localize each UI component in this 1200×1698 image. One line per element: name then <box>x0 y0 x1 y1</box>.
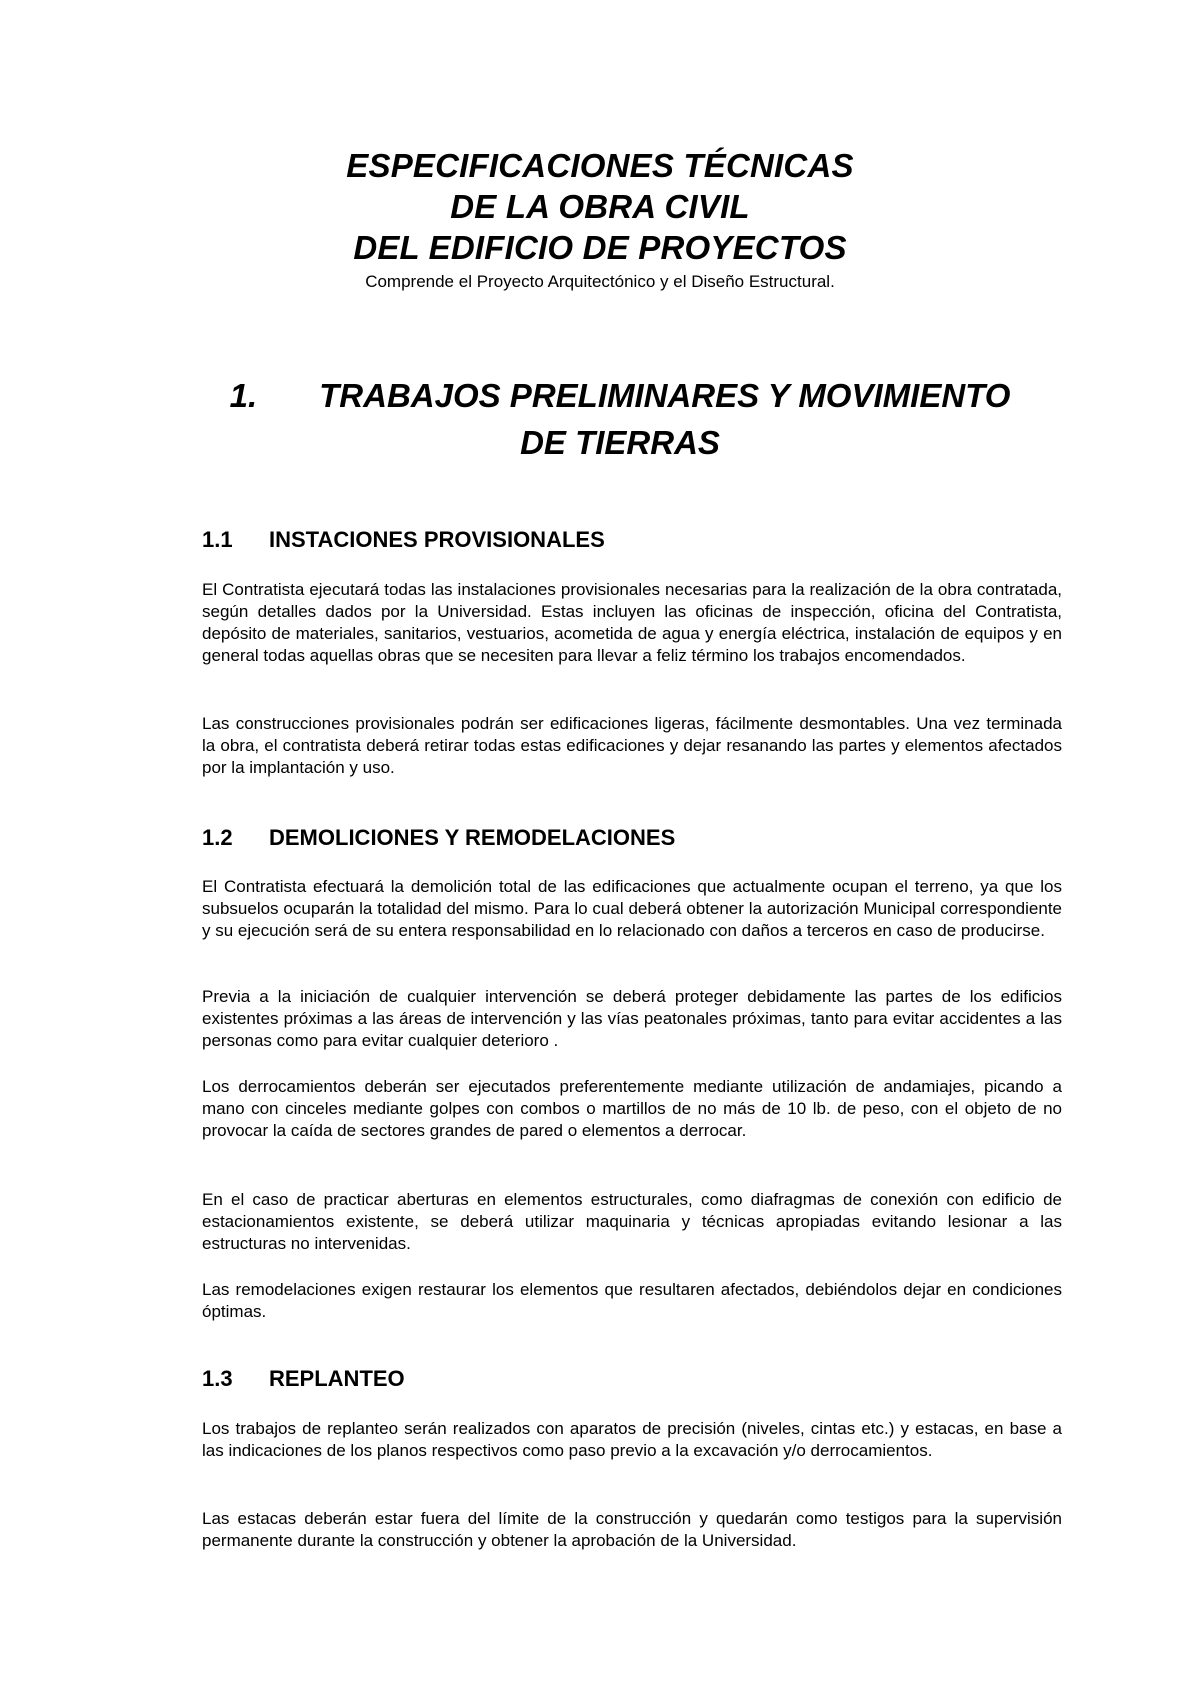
section-1-3 <box>202 1365 1062 1393</box>
section-1-2-paragraph-4 <box>202 1189 1062 1255</box>
chapter-title-line-1: TRABAJOS PRELIMINARES Y MOVIMIENTO <box>319 377 1011 414</box>
section-number: 1.2 <box>202 825 233 850</box>
document-title-line-2: DE LA OBRA CIVIL <box>450 188 750 225</box>
section-1-3-paragraph-1 <box>202 1418 1062 1462</box>
document-title-line-3: DEL EDIFICIO DE PROYECTOS <box>353 229 847 266</box>
paragraph: El Contratista ejecutará todas las instalaciones provisionales necesarias para la realización de la obra contratada, según detalles dados por la Universidad. Estas incluyen las oficinas de inspección, oficina del Contratista, depósito de materiales, sanitarios, vestuarios, acometida de agua y energía eléctrica, instalación de equipos y en general todas aquellas obras que se necesiten para llevar a feliz término los trabajos encomendados. <box>202 580 1062 665</box>
chapter-title-line-2: DE TIERRAS <box>520 424 720 461</box>
section-1-2-paragraph-3 <box>202 1076 1062 1142</box>
document-subtitle: Comprende el Proyecto Arquitectónico y el Diseño Estructural. <box>365 272 835 291</box>
section-title: INSTACIONES PROVISIONALES <box>269 527 605 552</box>
section-1-2-paragraph-2 <box>202 986 1062 1052</box>
section-1-1 <box>202 526 1062 554</box>
section-title: DEMOLICIONES Y REMODELACIONES <box>269 825 676 850</box>
section-1-3-paragraph-2 <box>202 1508 1062 1552</box>
section-1-2-paragraph-5 <box>202 1279 1062 1323</box>
paragraph: Los derrocamientos deberán ser ejecutados preferentemente mediante utilización de andamiajes, picando a mano con cinceles mediante golpes con combos o martillos de no más de 10 lb. de peso, con el objeto de no provocar la caída de sectores grandes de pared o elementos a derrocar. <box>202 1077 1062 1140</box>
section-number: 1.1 <box>202 527 233 552</box>
paragraph: Las construcciones provisionales podrán ser edificaciones ligeras, fácilmente desmontables. Una vez terminada la obra, el contratista deberá retirar todas estas edificaciones y dejar resanando las partes y elementos afectados por la implantación y uso. <box>202 714 1062 777</box>
section-1-2 <box>202 824 1062 852</box>
section-1-1-paragraph-1 <box>202 579 1062 667</box>
paragraph: El Contratista efectuará la demolición total de las edificaciones que actualmente ocupan el terreno, ya que los subsuelos ocuparán la totalidad del mismo. Para lo cual deberá obtener la autorización Municipal correspondiente y su ejecución será de su entera responsabilidad en lo relacionado con daños a terceros en caso de producirse. <box>202 877 1062 940</box>
section-heading <box>202 1365 1062 1393</box>
section-1-1-paragraph-2 <box>202 713 1062 779</box>
document-title-block <box>0 145 1200 293</box>
paragraph: Previa a la iniciación de cualquier intervención se deberá proteger debidamente las partes de los edificios existentes próximas a las áreas de intervención y las vías peatonales próximas, tanto para evitar accidentes a las personas como para evitar cualquier deterioro . <box>202 987 1062 1050</box>
document-title-line-1: ESPECIFICACIONES TÉCNICAS <box>346 147 854 184</box>
section-1-2-paragraph-1 <box>202 876 1062 942</box>
paragraph: En el caso de practicar aberturas en elementos estructurales, como diafragmas de conexión con edificio de estacionamientos existente, se deberá utilizar maquinaria y técnicas apropiadas evitando lesionar a las estructuras no intervenidas. <box>202 1190 1062 1253</box>
chapter-number: 1. <box>229 377 258 414</box>
section-heading <box>202 824 1062 852</box>
section-heading <box>202 526 1062 554</box>
paragraph: Las remodelaciones exigen restaurar los elementos que resultaren afectados, debiéndolos dejar en condiciones óptimas. <box>202 1280 1062 1321</box>
section-number: 1.3 <box>202 1366 233 1391</box>
section-title: REPLANTEO <box>269 1366 405 1391</box>
chapter-heading-line-1 <box>180 372 1060 419</box>
chapter-heading <box>180 372 1060 466</box>
paragraph: Las estacas deberán estar fuera del límite de la construcción y quedarán como testigos para la supervisión permanente durante la construcción y obtener la aprobación de la Universidad. <box>202 1509 1062 1550</box>
paragraph: Los trabajos de replanteo serán realizados con aparatos de precisión (niveles, cintas etc.) y estacas, en base a las indicaciones de los planos respectivos como paso previo a la excavación y/o derrocamientos. <box>202 1419 1062 1460</box>
